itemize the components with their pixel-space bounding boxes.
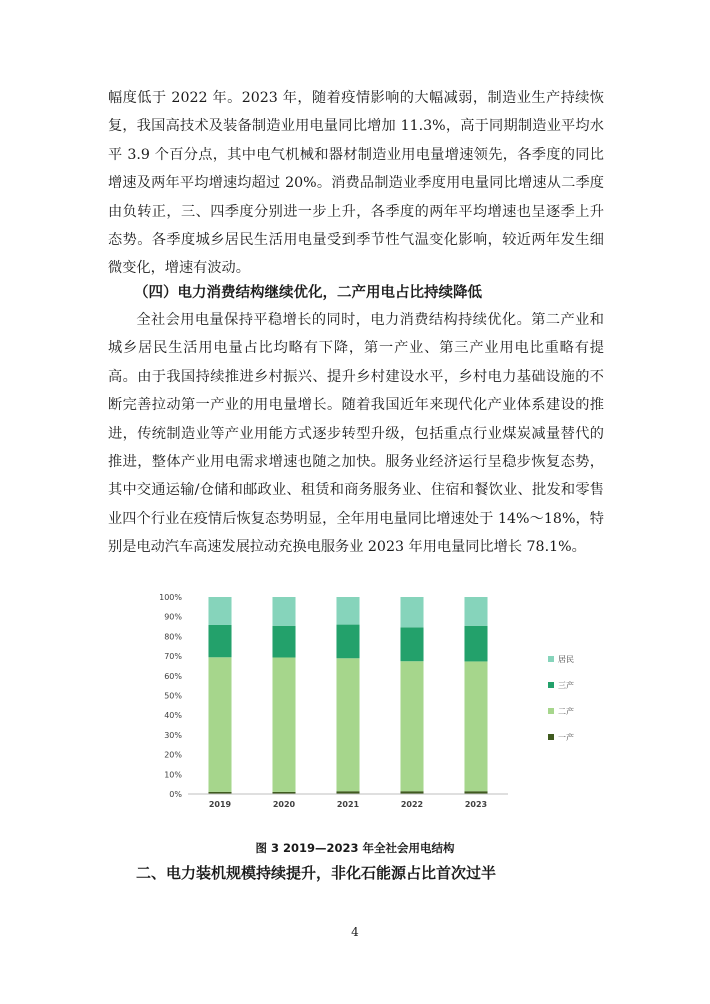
- legend-label: 三产: [558, 681, 574, 690]
- chart-legend: [548, 655, 574, 742]
- legend-entry: [548, 706, 574, 716]
- bar-segment: [400, 597, 423, 627]
- bar-segment: [464, 597, 487, 626]
- x-tick-label: 2022: [400, 800, 424, 809]
- bar-segment: [400, 661, 423, 791]
- legend-swatch: [548, 734, 554, 740]
- legend-swatch: [548, 682, 554, 688]
- x-axis-labels: [209, 800, 487, 809]
- y-tick-label: 10%: [164, 770, 182, 780]
- x-tick-label: 2019: [208, 800, 232, 809]
- y-tick-label: 60%: [164, 671, 182, 681]
- legend-label: 一产: [558, 733, 574, 742]
- legend-label: 二产: [558, 707, 574, 716]
- y-tick-label: 70%: [164, 652, 182, 662]
- x-tick-label: 2021: [336, 800, 360, 809]
- bar-segment: [464, 661, 487, 791]
- y-tick-label: 100%: [159, 593, 182, 602]
- y-tick-label: 0%: [169, 790, 182, 799]
- bar-segment: [272, 657, 295, 791]
- legend-swatch: [548, 708, 554, 714]
- y-axis: [159, 593, 182, 799]
- bar-segment: [400, 627, 423, 661]
- legend-entry: [548, 680, 574, 690]
- paragraph-consumption-structure: 全社会用电量保持平稳增长的同时，电力消费结构持续优化。第二产业和城乡居民生活用电量占比均略有下降，第一产业、第三产业用电比重略有提高。由于我国持续推进乡村振兴、提升乡村建设水平，乡村电力基础设施的不断完善拉动第一产业的用电量增长。随着我国近年来现代化产业体系建设的推进，传统制造业等产业用能方式逐步转型升级，包括重点行业煤炭减量替代的推进，整体产业用电需求增速也随之加快。服务业经济运行呈稳步恢复态势，其中交通运输/仓储和邮政业、租赁和商务服务业、住宿和餐饮业、批发和零售业四个行业在疫情后恢复态势明显，全年用电量同比增速处于 14%～18%，特别是电动汽车高速发展拉动充换电服务业 2023 年用电量同比增长 78.1%。: [108, 312, 604, 556]
- x-tick-label: 2023: [464, 800, 488, 809]
- bar-segment: [336, 625, 359, 659]
- legend-entry: [548, 655, 574, 664]
- bar-segment: [464, 626, 487, 662]
- bar-segment: [272, 626, 295, 658]
- figure-caption: 图 3 2019—2023 年全社会用电结构: [255, 841, 455, 855]
- y-tick-label: 40%: [164, 711, 182, 721]
- stacked-bars: [208, 597, 487, 794]
- bar-segment: [336, 658, 359, 791]
- bar-segment: [208, 657, 231, 792]
- y-tick-label: 20%: [164, 750, 182, 760]
- bar-segment: [208, 597, 231, 625]
- paragraph-manufacturing: 幅度低于 2022 年。2023 年，随着疫情影响的大幅减弱，制造业生产持续恢复，我国高技术及装备制造业用电量同比增加 11.3%，高于同期制造业平均水平 3.9 个百分点，其中电气机械和器材制造业用电量增速领先，各季度的同比增速及两年平均增速均超过 20%。消费品制造业季度用电量同比增速从二季度由负转正，三、四季度分别进一步上升，各季度的两年平均增速也呈逐季上升态势。各季度城乡居民生活用电量受到季节性气温变化影响，较近两年发生细微变化，增速有波动。: [108, 90, 604, 277]
- y-tick-label: 30%: [164, 730, 182, 740]
- bar-segment: [336, 597, 359, 625]
- section-heading-2: 二、电力装机规模持续提升，非化石能源占比首次过半: [136, 864, 497, 882]
- y-tick-label: 90%: [164, 612, 182, 622]
- y-tick-label: 50%: [164, 691, 182, 701]
- bar-segment: [272, 597, 295, 626]
- electricity-structure-chart: [150, 585, 580, 815]
- x-tick-label: 2020: [272, 800, 296, 809]
- legend-swatch: [548, 656, 554, 662]
- legend-label: 居民: [558, 655, 574, 664]
- page-number: 4: [351, 925, 359, 939]
- y-tick-label: 80%: [164, 632, 182, 642]
- subsection-heading-4: （四）电力消费结构继续优化，二产用电占比持续降低: [134, 285, 482, 301]
- bar-segment: [208, 625, 231, 657]
- legend-entry: [548, 732, 574, 742]
